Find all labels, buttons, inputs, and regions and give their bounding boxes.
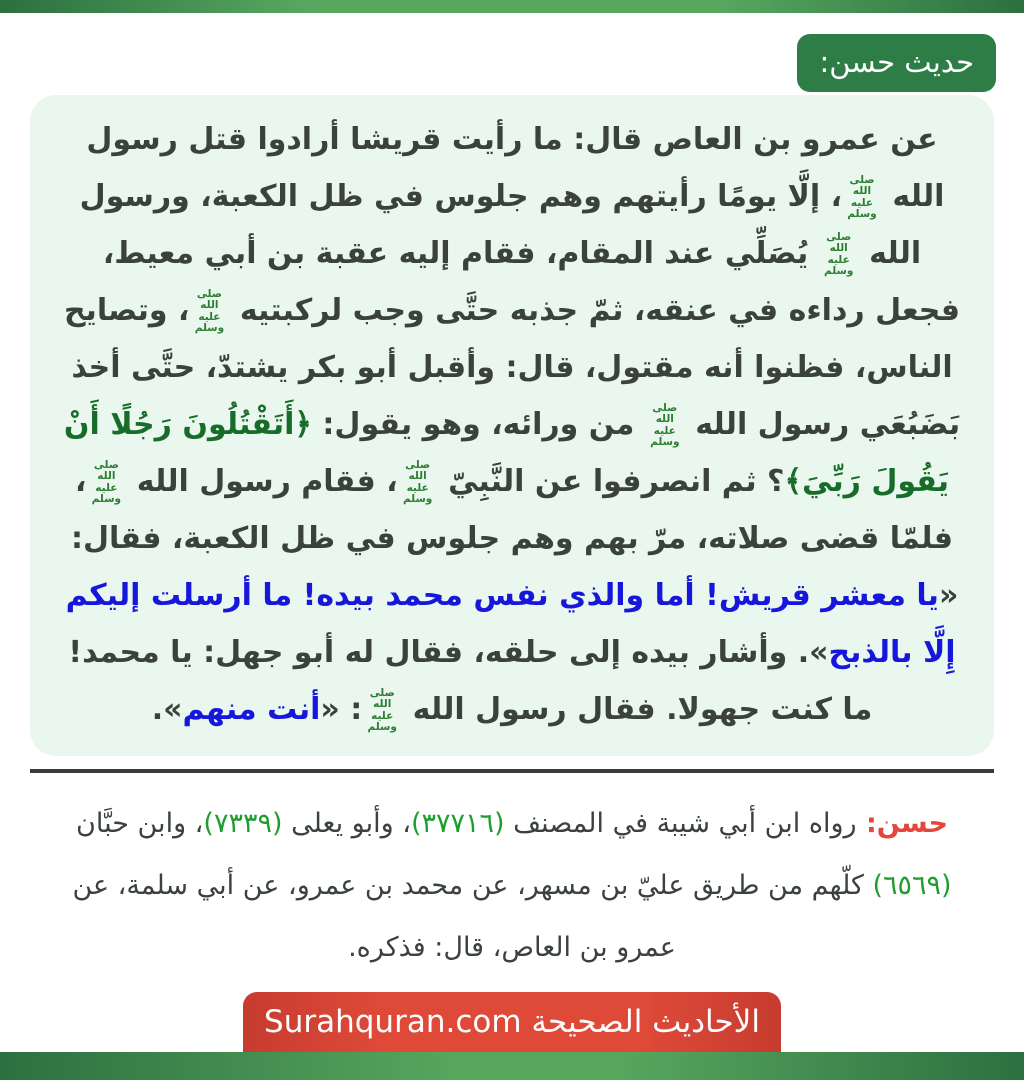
dark-text-segment: ، وأبو يعلى [282,808,411,839]
dark-text-segment: يُصَلِّي عند المقام، فقام إليه عقبة بن أبي معيط، فجعل رداءه في عنقه، ثمّ جذبه حتَّى وجب لركبتيه [92,236,961,328]
red-text-segment: حسن: [856,808,948,839]
hadith-text-box [30,95,994,756]
card-content [0,95,1024,979]
dark-text-segment: ، وتصايح الناس، فظنوا أنه مقتول، قال: وأقبل أبو بكر يشتدّ، حتَّى أخذ بَضَبُعَي رسول الله [53,293,961,442]
blue-text-segment: أنت منهم [182,692,321,727]
dark-text-segment: ، فقام رسول الله [126,464,398,499]
saw-text-segment: صلى الله عليه وسلم [847,174,877,220]
dark-text-segment: كلّهم من طريق عليّ بن مسهر، عن محمد بن عمرو، عن أبي سلمة، عن عمرو بن العاص، قال: فذكره. [63,870,873,963]
saw-text-segment: صلى الله عليه وسلم [402,459,433,505]
attribution-text [44,793,980,979]
dark-text-segment: ؟ ثم انصرفوا عن النَّبِيّ [437,464,785,499]
dark-text-segment: رواه ابن أبي شيبة في المصنف [504,808,857,839]
saw-text-segment: صلى الله عليه وسلم [194,288,225,334]
dark-text-segment: ». [151,692,183,727]
site-footer-badge[interactable]: الأحاديث الصحيحة Surahquran.com [243,992,781,1052]
saw-text-segment: صلى الله عليه وسلم [91,459,122,505]
dark-text-segment: ». وأشار بيده إلى حلقه، فقال له أبو جهل: يا محمد! ما كنت جهولا. فقال رسول الله [57,635,873,727]
hadith-grade-badge: حديث حسن: [797,34,996,92]
saw-text-segment: صلى الله عليه وسلم [367,687,397,733]
saw-text-segment: صلى الله عليه وسلم [650,402,680,448]
num-text-segment: (٧٣٣٩) [203,808,283,839]
num-text-segment: (٦٥٦٩) [872,870,952,901]
blue-text-segment: يا معشر قريش! أما والذي نفس محمد بيده! ما أرسلت إليكم إِلَّا بالذبح [55,578,956,670]
saw-text-segment: صلى الله عليه وسلم [824,231,854,277]
top-green-bar [0,0,1024,13]
hadith-text [53,111,968,738]
quran-text-segment: ﴿أَتَقْتُلُونَ رَجُلًا أَنْ يَقُولَ رَبِّيَ﴾ [53,407,950,499]
horizontal-divider [30,769,994,773]
dark-text-segment: ، فلمّا قضى صلاته، مرّ بهم وهم جلوس في ظل الكعبة، فقال: « [60,464,959,613]
bottom-green-bar [0,1052,1024,1080]
dark-text-segment: ، وابن حبَّان [67,808,204,839]
dark-text-segment: عن عمرو بن العاص قال: ما رأيت قريشا أرادوا قتل رسول الله [75,122,945,214]
dark-text-segment: من ورائه، وهو يقول: [311,407,645,442]
num-text-segment: (٣٧٧١٦) [410,808,505,839]
dark-text-segment: : « [320,692,363,727]
dark-text-segment: ، إلَّا يومًا رأيتهم وهم جلوس في ظل الكعبة، ورسول الله [69,179,922,271]
